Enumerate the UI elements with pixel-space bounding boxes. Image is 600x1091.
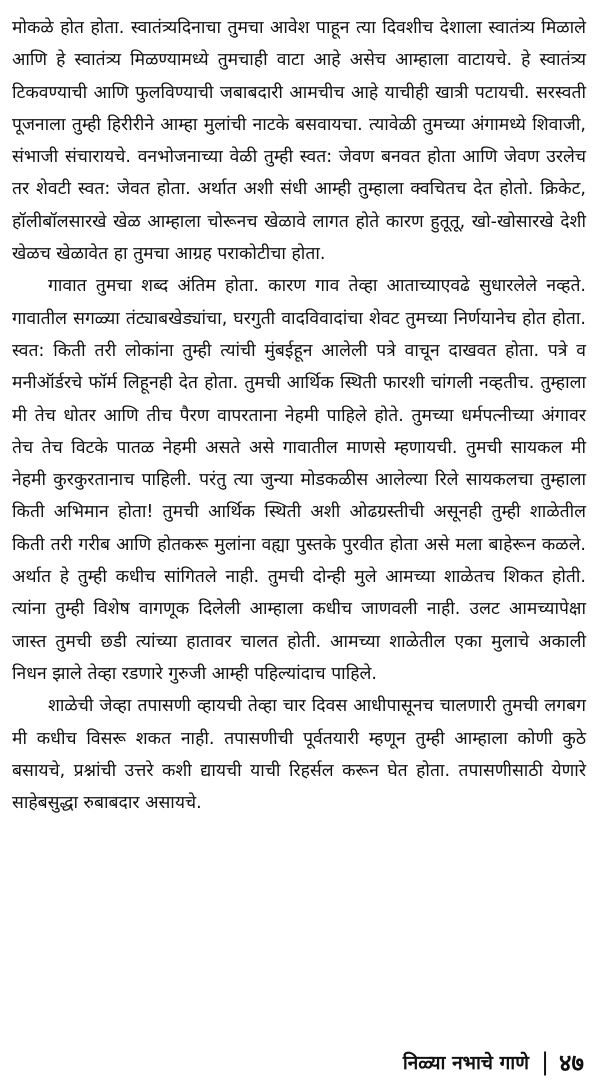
- body-text: [12, 12, 586, 819]
- paragraph-2: गावात तुमचा शब्द अंतिम होता. कारण गाव तेव्हा आताच्याएवढे सुधारलेले नव्हते. गावातील सगळ्या तंट्याबखेड्यांचा, घरगुती वादविवादांचा शेवट तुमच्या निर्णयानेच होत होता. स्वत: किती तरी लोकांना तुम्ही त्यांची मुंबईहून आलेली पत्रे वाचून दाखवत होता. पत्रे व मनीऑर्डरचे फॉर्म लिहूनही देत होता. तुमची आर्थिक स्थिती फारशी चांगली नव्हतीच. तुम्हाला मी तेच धोतर आणि तीच पैरण वापरताना नेहमी पाहिले होते. तुमच्या धर्मपत्नीच्या अंगावर तेच तेच विटके पातळ नेहमी असते असे गावातील माणसे म्हणायची. तुमची सायकल मी नेहमी कुरकुरतानाच पाहिली. परंतु त्या जुन्या मोडकळीस आलेल्या रिले सायकलचा तुम्हाला किती अभिमान होता! तुमची आर्थिक स्थिती अशी ओढग्रस्तीची असूनही तुम्ही शाळेतील किती तरी गरीब आणि होतकरू मुलांना वह्या पुस्तके पुरवीत होता असे मला बाहेरून कळले. अर्थात हे तुम्ही कधीच सांगितले नाही. तुमची दोन्ही मुले आमच्या शाळेतच शिकत होती. त्यांना तुम्ही विशेष वागणूक दिलेली आम्हाला कधीच जाणवली नाही. उलट आमच्यापेक्षा जास्त तुमची छडी त्यांच्या हातावर चालत होती. आमच्या शाळेतील एका मुलाचे अकाली निधन झाले तेव्हा रडणारे गुरुजी आम्ही पहिल्यांदाच पाहिले.: [12, 276, 586, 684]
- paragraph-1: मोकळे होत होता. स्वातंत्र्यदिनाचा तुमचा आवेश पाहून त्या दिवशीच देशाला स्वातंत्र्य मिळाले आणि हे स्वातंत्र्य मिळण्यामध्ये तुमचाही वाटा आहे असेच आम्हाला वाटायचे. हे स्वातंत्र्य टिकवण्याची आणि फुलविण्याची जबाबदारी आमचीच आहे याचीही खात्री पटायची. सरस्वती पूजनाला तुम्ही हिरीरीने आम्हा मुलांची नाटके बसवायचा. त्यावेळी तुमच्या अंगामध्ये शिवाजी, संभाजी संचारायचे. वनभोजनाच्या वेळी तुम्ही स्वत: जेवण बनवत होता आणि जेवण उरलेच तर शेवटी स्वत: जेवत होता. अर्थात अशी संधी आम्ही तुम्हाला क्वचितच देत होतो. क्रिकेट, हॉलीबॉलसारखे खेळ आम्हाला चोरूनच खेळावे लागत होते कारण हुतूतू, खो-खोसारखे देशी खेळच खेळावेत हा तुमचा आग्रह पराकोटीचा होता.: [12, 18, 586, 265]
- book-title: निळ्या नभाचे गाणे: [402, 1052, 529, 1074]
- page-footer: [403, 1042, 584, 1082]
- paragraph-3: शाळेची जेव्हा तपासणी व्हायची तेव्हा चार दिवस आधीपासूनच चालणारी तुमची लगबग मी कधीच विसरू शकत नाही. तपासणीची पूर्वतयारी म्हणून तुम्ही आम्हाला कोणी कुठे बसायचे, प्रश्नांची उत्तरे कशी द्यायची याची रिहर्सल करून घेत होता. तपासणीसाठी येणारे साहेबसुद्धा रुबाबदार असायचे.: [12, 696, 586, 814]
- page-number: ४७: [559, 1048, 584, 1077]
- footer-separator: |: [540, 1048, 550, 1076]
